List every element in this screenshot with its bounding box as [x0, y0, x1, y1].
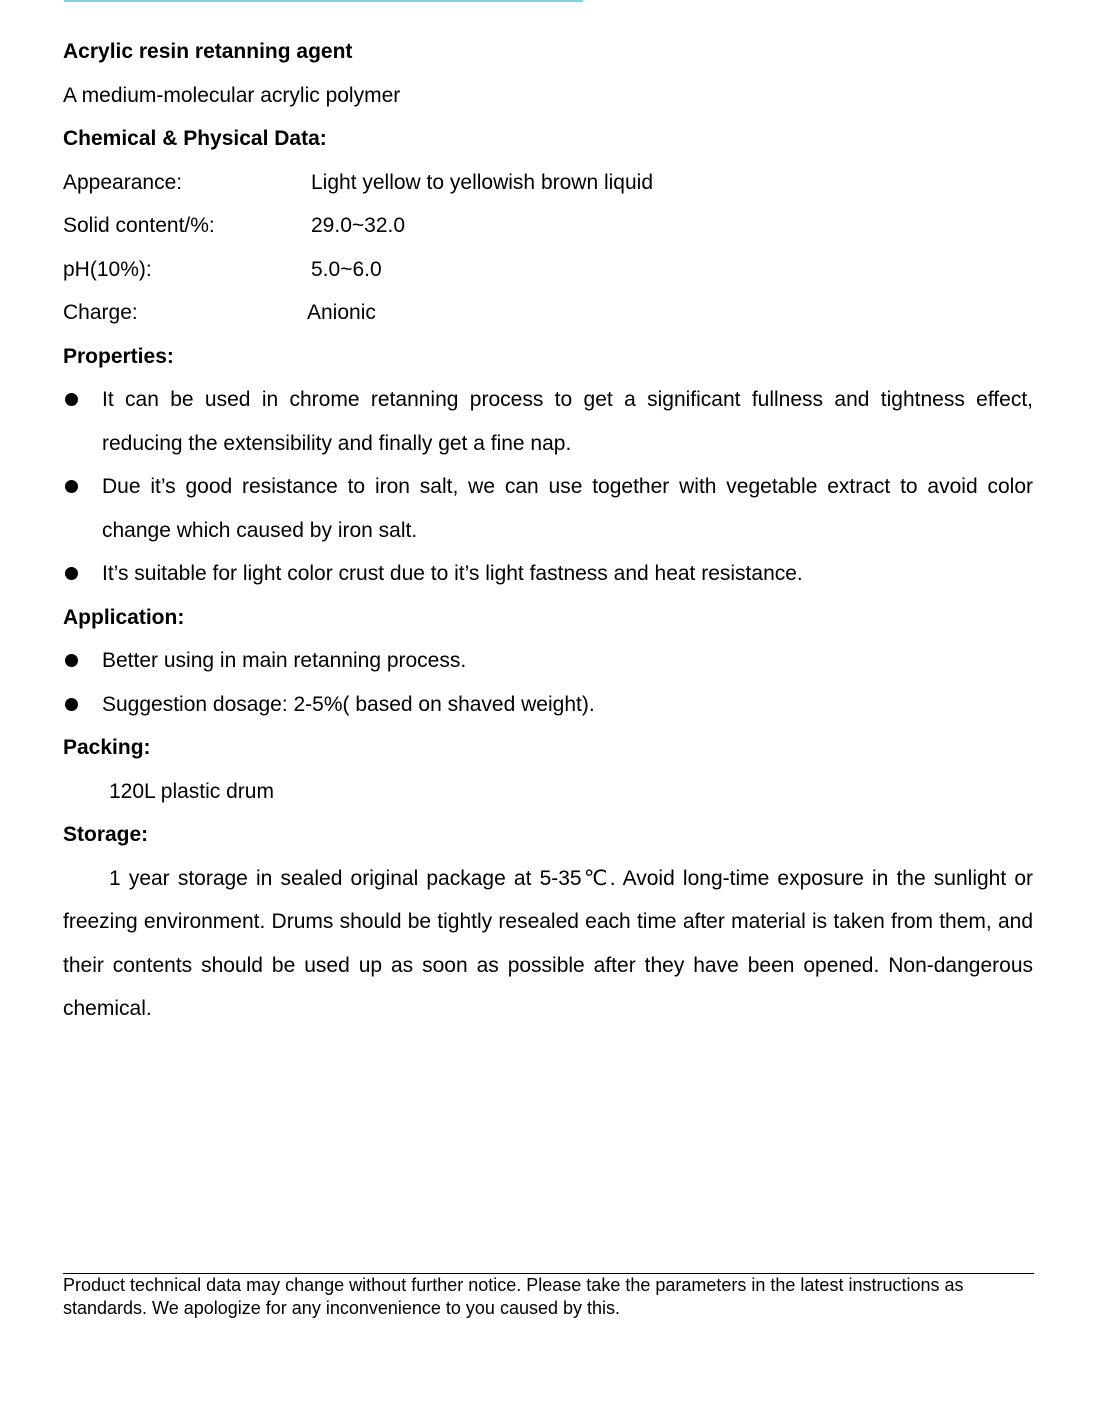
bullet-icon: [63, 378, 102, 422]
data-value: Anionic: [307, 301, 376, 324]
footer-line-1: Product technical data may change without further notice. Please take the parameters in the latest instructions as: [63, 1275, 964, 1295]
properties-item-text: Due it’s good resistance to iron salt, we can use together with vegetable extract to avoid color change which caused by iron salt.: [102, 475, 1033, 542]
data-key: Appearance:: [63, 170, 183, 194]
data-row-solid-content: [63, 204, 1033, 248]
packing-heading: Packing:: [63, 736, 151, 759]
application-item-text: Suggestion dosage: 2-5%( based on shaved weight).: [102, 692, 595, 716]
document-body: [63, 30, 1033, 1031]
product-title: Acrylic resin retanning agent: [63, 40, 353, 63]
storage-text: 1 year storage in sealed original package at 5-35℃. Avoid long-time exposure in the sunlight or freezing environment. Drums should be tightly resealed each time after material is taken from them, and their contents should be used up as soon as possible after they have been opened. Non-dangerous chemical.: [63, 866, 1033, 1020]
properties-item-text: It can be used in chrome retanning process to get a significant fullness and tightness effect, reducing the extensibility and finally get a fine nap.: [102, 388, 1033, 455]
data-row-ph: [63, 248, 1033, 292]
bullet-icon: [63, 639, 102, 683]
data-key: Solid content/%:: [63, 214, 215, 237]
packing-text: 120L plastic drum: [109, 779, 274, 803]
application-heading: Application:: [63, 605, 185, 629]
properties-heading: Properties:: [63, 344, 174, 368]
chem-phys-heading: Chemical & Physical Data:: [63, 127, 327, 150]
properties-item: [63, 465, 1033, 552]
data-key: Charge:: [63, 301, 138, 324]
header-rule: [64, 0, 583, 2]
application-item-text: Better using in main retanning process.: [102, 649, 467, 672]
data-value: 5.0~6.0: [311, 257, 382, 281]
bullet-icon: [63, 465, 102, 509]
footer-notice: [63, 1273, 1034, 1320]
storage-heading: Storage:: [63, 823, 149, 846]
properties-item: [63, 552, 1033, 596]
bullet-icon: [63, 683, 102, 727]
properties-item-text: It’s suitable for light color crust due to it’s light fastness and heat resistance.: [102, 562, 803, 585]
application-item: [63, 683, 1033, 727]
data-value: Light yellow to yellowish brown liquid: [311, 170, 654, 194]
properties-item: [63, 378, 1033, 465]
data-value: 29.0~32.0: [311, 214, 406, 237]
data-key: pH(10%):: [63, 257, 152, 281]
data-row-appearance: [63, 161, 1033, 205]
product-subtitle: A medium-molecular acrylic polymer: [63, 83, 401, 107]
bullet-icon: [63, 552, 102, 596]
application-item: [63, 639, 1033, 683]
footer-line-2: standards. We apologize for any inconvenience to you caused by this.: [63, 1298, 621, 1318]
data-row-charge: [63, 291, 1033, 335]
